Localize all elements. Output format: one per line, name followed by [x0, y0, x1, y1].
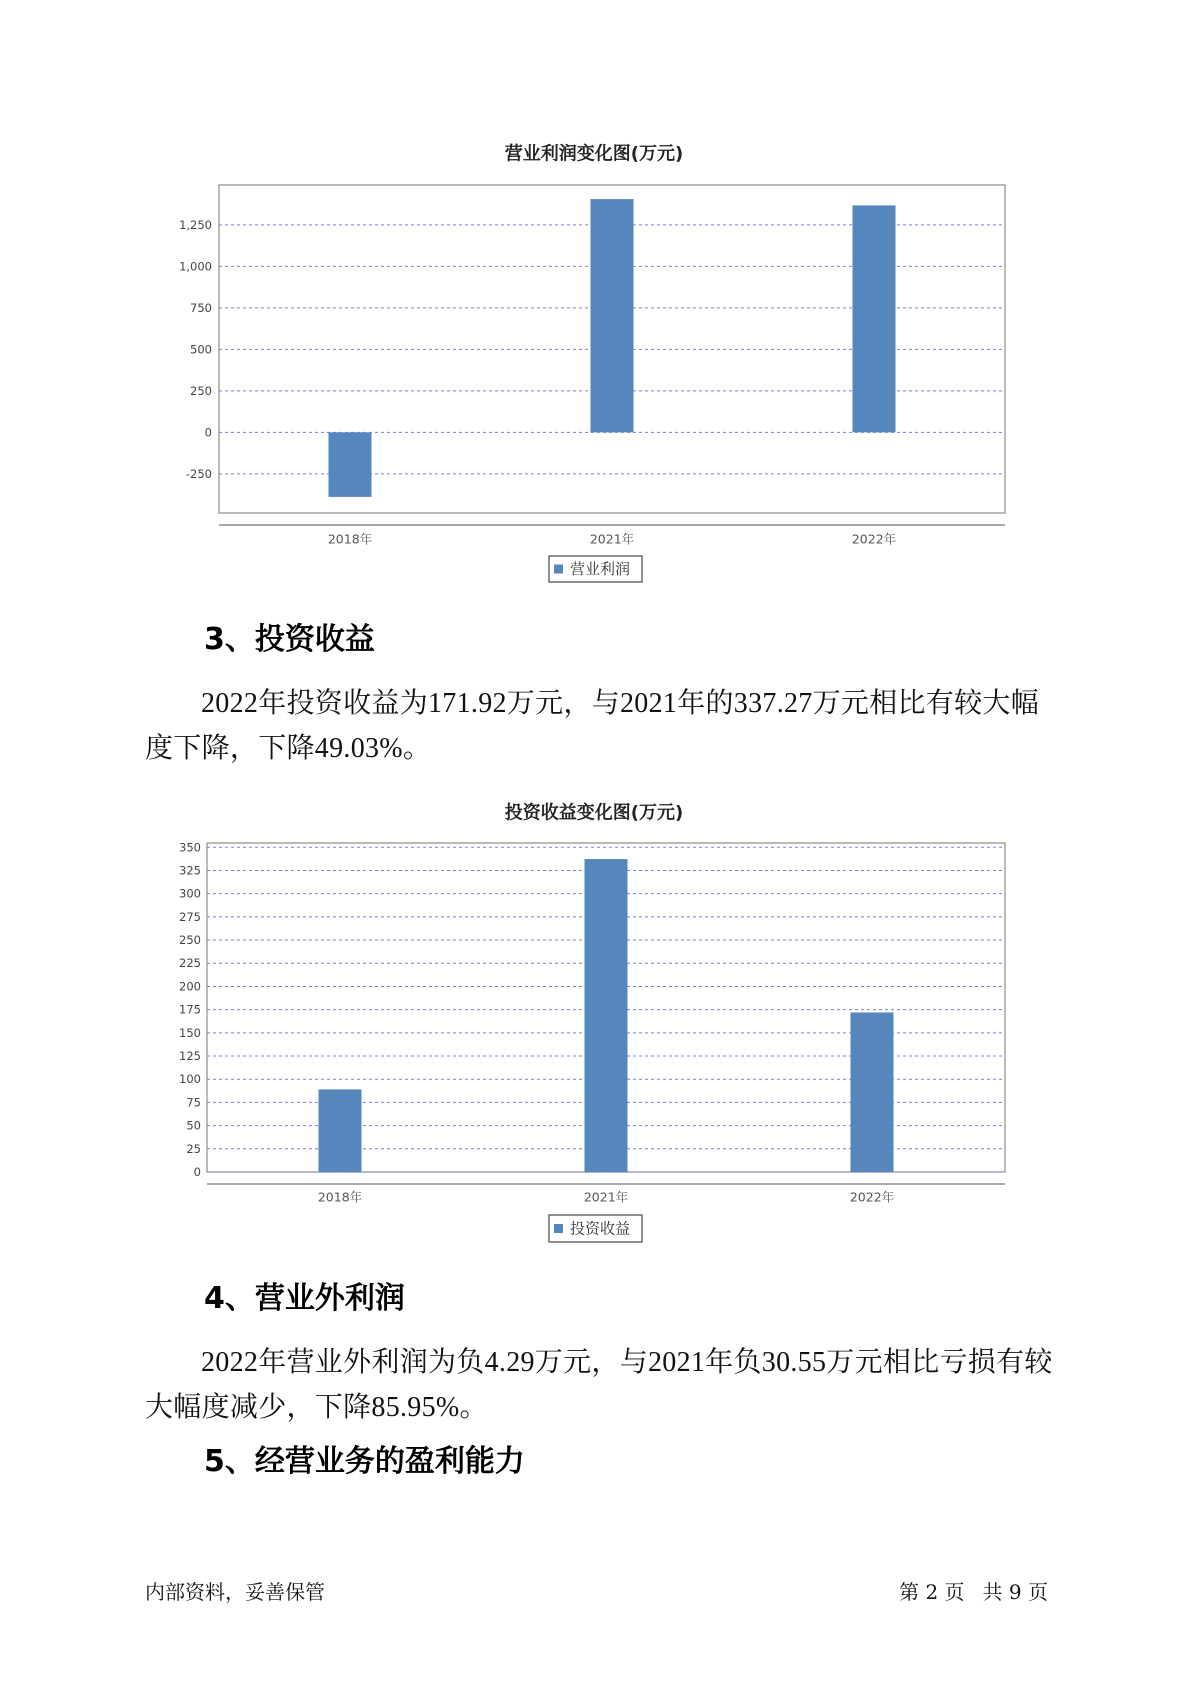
bar-2022	[851, 1012, 894, 1172]
footer-confidential-note: 内部资料，妥善保管	[145, 1580, 325, 1604]
y-tick-label: 200	[179, 979, 201, 994]
y-tick-label: 25	[186, 1141, 201, 1156]
paragraph-line: 大幅度减少，下降85.95%。	[145, 1392, 488, 1423]
y-tick-label: 75	[186, 1095, 201, 1110]
bar-2022	[853, 205, 896, 432]
x-tick-label: 2018年	[317, 1189, 363, 1205]
y-tick-label: 750	[190, 300, 212, 315]
y-tick-label: 325	[179, 863, 201, 878]
y-tick-label: 150	[179, 1025, 201, 1040]
y-tick-label: 300	[179, 886, 201, 901]
legend-marker	[554, 1224, 563, 1233]
bar-2021	[585, 859, 628, 1172]
current-page: 第 2 页	[899, 1580, 965, 1604]
y-tick-label: 175	[179, 1002, 201, 1017]
y-tick-label: 125	[179, 1049, 201, 1064]
y-tick-label: 100	[179, 1072, 201, 1087]
y-tick-label: 1,000	[179, 259, 212, 274]
y-tick-label: -250	[185, 466, 212, 481]
section-heading-investment-income: 3、投资收益	[204, 622, 375, 657]
y-tick-label: 1,250	[179, 217, 212, 232]
x-tick-label: 2022年	[849, 1189, 895, 1205]
y-tick-label: 0	[193, 1165, 201, 1179]
bar-2018	[319, 1089, 362, 1172]
y-tick-label: 250	[190, 383, 212, 398]
x-tick-label: 2021年	[583, 1189, 629, 1205]
y-tick-label: 350	[179, 840, 201, 855]
chart-operating-profit	[179, 143, 1005, 583]
y-tick-label: 0	[204, 425, 212, 440]
footer-page-number	[899, 1578, 1048, 1606]
bar-2018	[329, 432, 372, 497]
x-tick-label: 2021年	[589, 531, 635, 547]
chart-title: 营业利润变化图(万元)	[504, 143, 684, 165]
total-pages: 共 9 页	[982, 1580, 1048, 1604]
chart-title: 投资收益变化图(万元)	[504, 802, 684, 824]
legend-label: 投资收益	[570, 1219, 631, 1238]
section-heading-operating-profitability: 5、经营业务的盈利能力	[204, 1444, 525, 1479]
y-tick-label: 275	[179, 909, 201, 924]
chart-investment-income	[179, 802, 1005, 1243]
paragraph-line: 度下降，下降49.03%。	[145, 733, 432, 764]
y-tick-label: 250	[179, 933, 201, 948]
x-tick-label: 2022年	[851, 531, 897, 547]
legend-marker	[554, 565, 563, 574]
paragraph-line: 2022年营业外利润为负4.29万元，与2021年负30.55万元相比亏损有较	[201, 1347, 1053, 1378]
section-heading-non-operating-profit: 4、营业外利润	[204, 1281, 405, 1316]
paragraph-line: 2022年投资收益为171.92万元，与2021年的337.27万元相比有较大幅	[201, 688, 1040, 719]
y-tick-label: 50	[186, 1118, 201, 1133]
y-tick-label: 500	[190, 342, 212, 357]
bar-2021	[591, 199, 634, 432]
legend-label: 营业利润	[570, 560, 631, 578]
y-tick-label: 225	[179, 956, 201, 971]
x-tick-label: 2018年	[327, 531, 373, 547]
